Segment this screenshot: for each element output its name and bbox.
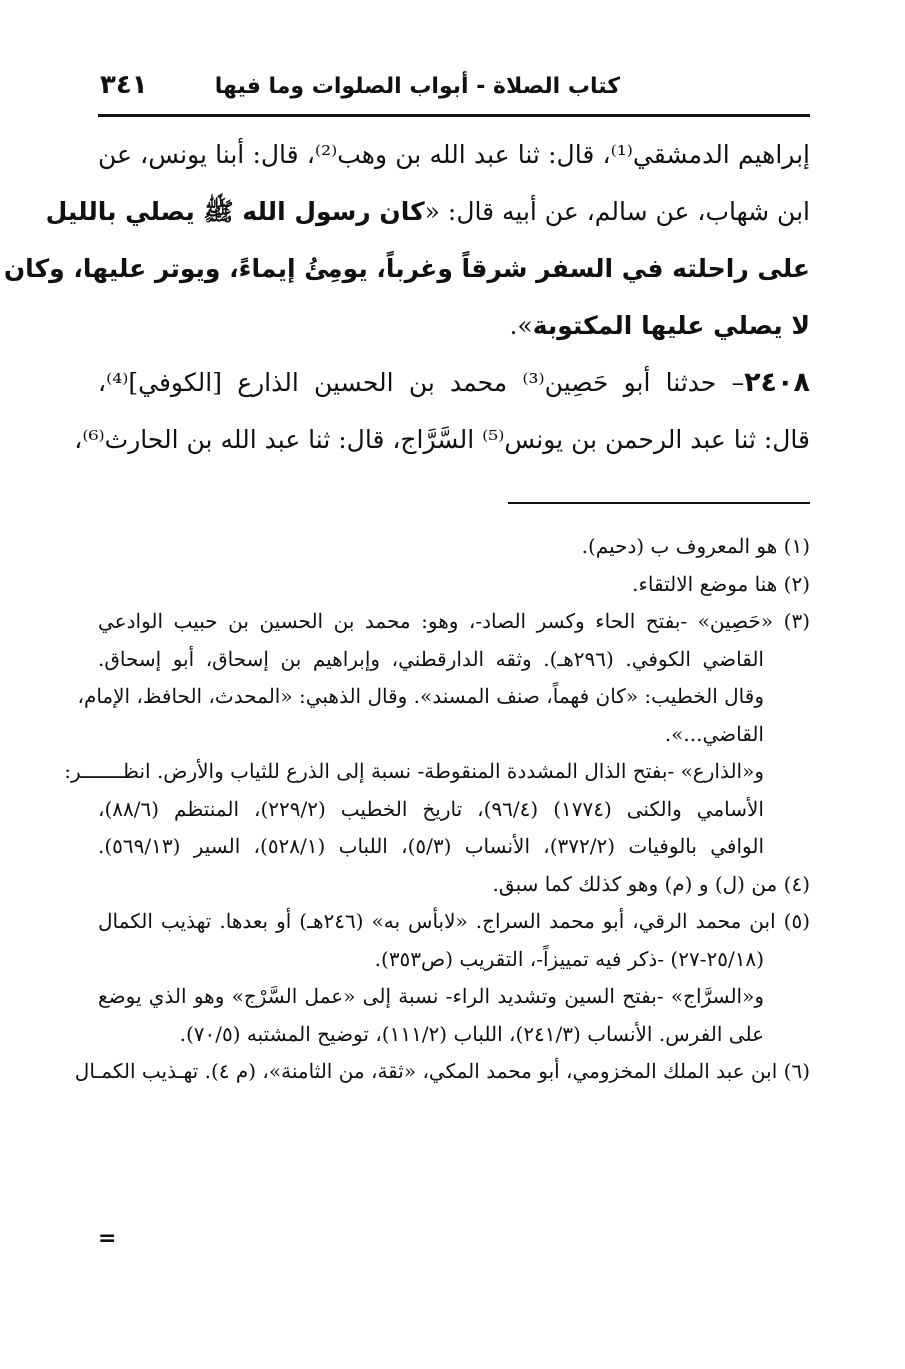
- footnote-line: و«الذارع» -بفتح الذال المشددة المنقوطة- نسبة إلى الذرع للثياب والأرض. انظـــــــر:: [64, 759, 764, 783]
- footnote-line: القاضي...».: [664, 721, 764, 746]
- footnote-line: على الفرس. الأنساب (٢٤١/٣)، اللباب (١١١/٢)، توضيح المشتبه (٧٠/٥).: [179, 1021, 764, 1046]
- page-number: ٣٤١: [100, 70, 148, 100]
- continuation-mark: =: [98, 1226, 117, 1251]
- main-line-4: [98, 297, 810, 354]
- main-line-5-rest: – حدثنا أبو حَصِين⁽³⁾ محمد بن الحسين الذارع [الكوفي]⁽⁴⁾،: [98, 368, 745, 397]
- hadith-matn-middle: على راحلته في السفر شرقاً وغرباً، يومِئُ إيماءً، ويوتر عليها، وكان: [3, 254, 810, 283]
- hadith-matn-start: كان رسول الله ﷺ يصلي بالليل: [45, 197, 425, 226]
- footnote-line: (١) هو المعروف ب (دحيم).: [581, 534, 810, 558]
- hadith-number: ٢٤٠٨: [744, 367, 810, 398]
- footnotes: [64, 528, 810, 1091]
- footnote-line: القاضي الكوفي. (٢٩٦هـ). وثقه الدارقطني، وإبراهيم بن إسحاق، أبو إسحاق.: [98, 646, 764, 671]
- footnote-line: (٢) هنا موضع الالتقاء.: [632, 571, 810, 596]
- main-text: [3, 126, 810, 468]
- footnote-line: (٦) ابن عبد الملك المخزومي، أبو محمد المكي، «ثقة، من الثامنة»، (م ٤). تهـذيب الكمـال: [74, 1059, 810, 1083]
- hadith-matn-close: ».: [509, 311, 533, 340]
- footnote-separator: [508, 502, 810, 504]
- main-line-2-plain: ابن شهاب، عن سالم، عن أبيه قال: «: [424, 197, 810, 226]
- footnote-line: الوافي بالوفيات (٣٧٢/٢)، الأنساب (٥/٣)، اللباب (٥٢٨/١)، السير (٥٦٩/١٣).: [98, 834, 764, 858]
- footnote-line: (٤) من (ل) و (م) وهو كذلك كما سبق.: [492, 871, 810, 896]
- hadith-matn-end: لا يصلي عليها المكتوبة: [532, 311, 810, 340]
- footnote-line: و«السرَّاج» -بفتح السين وتشديد الراء- نسبة إلى «عمل السَّرْج» وهو الذي يوضع: [98, 984, 764, 1008]
- main-line-5: [98, 354, 810, 411]
- running-header: [98, 68, 810, 108]
- main-line-6: قال: ثنا عبد الرحمن بن يونس⁽⁵⁾ السَّرَّاج، قال: ثنا عبد الله بن الحارث⁽⁶⁾،: [74, 425, 810, 454]
- footnote-line: الأسامي والكنى (١٧٧٤) (٩٦/٤)، تاريخ الخطيب (٢٢٩/٢)، المنتظم (٨٨/٦)،: [98, 796, 764, 821]
- footnote-line: (٣) «حَصِين» -بفتح الحاء وكسر الصاد-، وهو: محمد بن الحسين بن حبيب الوادعي: [98, 609, 810, 633]
- header-title: كتاب الصلاة - أبواب الصلوات وما فيها: [214, 74, 620, 99]
- header-rule: [98, 114, 810, 117]
- main-line-2: [45, 183, 810, 240]
- footnote-line: (٢٥/١٨-٢٧) -ذكر فيه تمييزاً-، التقريب (ص٣٥٣).: [374, 946, 764, 971]
- footnote-line: (٥) ابن محمد الرقي، أبو محمد السراج. «لابأس به» (٢٤٦هـ) أو بعدها. تهذيب الكمال: [98, 909, 810, 933]
- footnote-line: وقال الخطيب: «كان فهماً، صنف المسند». وقال الذهبي: «المحدث، الحافظ، الإمام،: [77, 684, 764, 708]
- main-line-1: إبراهيم الدمشقي⁽¹⁾، قال: ثنا عبد الله بن وهب⁽²⁾، قال: أبنا يونس، عن: [98, 140, 810, 169]
